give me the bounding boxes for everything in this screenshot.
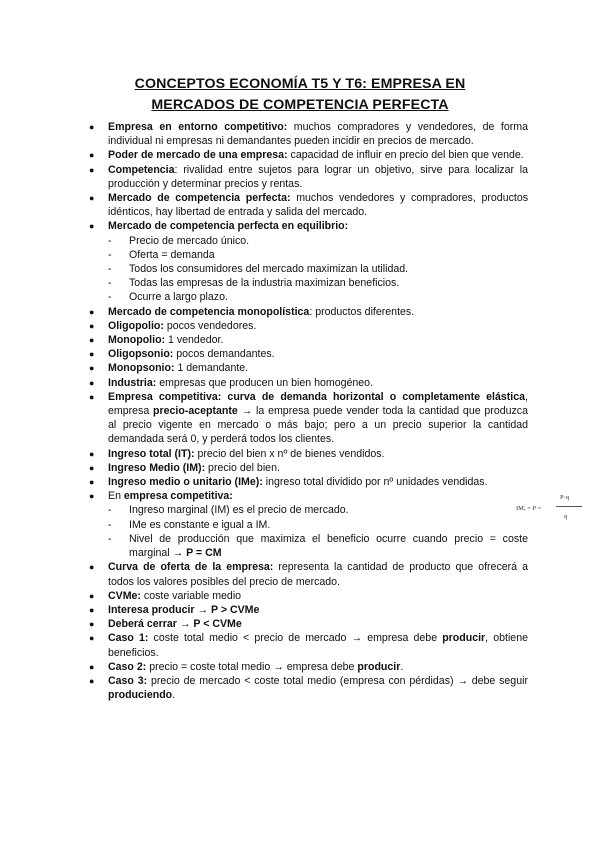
bullet-icon: ● xyxy=(89,604,95,615)
sub-item-text: Precio de mercado único. xyxy=(129,234,250,247)
bullet-icon: ● xyxy=(89,349,95,360)
sub-item-text: Oferta = demanda xyxy=(129,248,215,261)
term: Poder de mercado de una empresa: xyxy=(108,149,288,162)
term: Empresa competitiva: curva de demanda horizontal o completamente elástica xyxy=(108,390,526,403)
definition: pocos vendedores. xyxy=(163,319,257,332)
term: CVMe: xyxy=(108,589,141,602)
definition: representa la cantidad de producto que ofrecerá a todos los valores posibles del precio de mercado. xyxy=(108,561,528,588)
bullet-icon: ● xyxy=(89,363,95,374)
dash-icon: - xyxy=(108,234,112,247)
term: Mercado de competencia perfecta: xyxy=(108,192,291,205)
bullet-icon: ● xyxy=(89,477,95,488)
definition: precio = coste total medio → empresa debe xyxy=(146,660,358,673)
bullet-icon: ● xyxy=(89,562,95,573)
sub-item-text: Nivel de producción que maximiza el beneficio ocurre cuando precio = coste marginal xyxy=(129,532,528,560)
term-produciendo: produciendo xyxy=(108,689,173,702)
list-item-ingreso-medio xyxy=(89,461,528,475)
list-item-caso-2 xyxy=(89,660,528,674)
term-precio-aceptante: precio-aceptante xyxy=(153,405,238,418)
term: Curva de oferta de la empresa: xyxy=(108,561,274,574)
term: Caso 3: xyxy=(108,674,148,687)
list-item-empresa-competitiva-demanda xyxy=(89,390,528,447)
list-item-interesa-producir xyxy=(89,603,528,617)
term: Monopolio: xyxy=(108,334,166,347)
list-item-mercado-competencia-perfecta xyxy=(89,191,529,219)
bullet-icon: ● xyxy=(89,462,95,473)
bullet-icon: ● xyxy=(89,491,95,502)
dash-icon: - xyxy=(108,248,112,261)
dash-icon: - xyxy=(108,263,112,276)
list-item-cvme xyxy=(89,589,528,603)
list-item-ingreso-total xyxy=(89,447,528,461)
dash-icon: - xyxy=(108,291,112,304)
definition: precio del bien x nº de bienes vendidos. xyxy=(194,447,385,460)
term-producir: producir xyxy=(442,632,486,645)
bullet-icon: ● xyxy=(89,633,95,644)
list-item-curva-de-oferta xyxy=(89,560,528,588)
bullet-icon: ● xyxy=(89,590,95,601)
sub-item-bold: → P = CM xyxy=(172,547,222,560)
bullet-icon: ● xyxy=(89,221,95,232)
term: Industria: xyxy=(108,376,157,389)
term-producir: producir xyxy=(357,660,401,673)
definition-continued: . xyxy=(172,689,176,702)
term: Ingreso Medio (IM): xyxy=(108,461,206,474)
definition: muchos compradores y vendedores, de forma individual ni empresas ni demandantes pueden incidir en precios de mercado. xyxy=(108,121,528,148)
term: Ingreso total (IT): xyxy=(108,447,195,460)
list-item-industria xyxy=(89,376,528,390)
sub-item-text: Ingreso marginal (IM) es el precio de mercado. xyxy=(129,504,349,517)
bullet-icon: ● xyxy=(89,320,95,331)
sub-item xyxy=(108,248,528,262)
dash-icon: - xyxy=(108,532,112,545)
list-item-oligopolio xyxy=(89,319,528,333)
bullet-icon: ● xyxy=(89,193,95,204)
list-item-monopolio xyxy=(89,333,528,347)
list-item-competencia xyxy=(89,163,528,191)
sub-item-text: IMe es constante e igual a IM. xyxy=(129,518,271,531)
bullet-icon: ● xyxy=(89,122,95,132)
list-item-debera-cerrar xyxy=(89,617,528,631)
sub-item-text: Ocurre a largo plazo. xyxy=(129,291,228,304)
bullet-icon: ● xyxy=(89,391,95,402)
term: Monopsonio: xyxy=(108,362,175,375)
title-line-2: MERCADOS DE COMPETENCIA PERFECTA xyxy=(151,97,449,113)
sub-item-text: Todos los consumidores del mercado maximizan la utilidad. xyxy=(129,263,409,276)
definition: coste variable medio xyxy=(140,589,242,602)
bullet-icon: ● xyxy=(89,675,95,686)
bullet-icon: ● xyxy=(89,306,95,317)
list-item-en-empresa-competitiva xyxy=(89,489,528,503)
bullet-icon: ● xyxy=(89,164,95,175)
list-item-poder-de-mercado xyxy=(89,148,528,162)
formula-lhs: IMₑ = P = xyxy=(516,505,542,512)
list-item-competencia-monopolistica xyxy=(89,305,528,319)
bullet-icon: ● xyxy=(89,448,95,459)
title-line-1: CONCEPTOS ECONOMÍA T5 Y T6: EMPRESA EN xyxy=(134,76,466,92)
sub-item xyxy=(108,503,528,517)
list-item-empresa-entorno-competitivo xyxy=(89,120,528,148)
definition: En xyxy=(108,490,124,503)
bullet-icon: ● xyxy=(89,619,95,630)
term: Oligopsonio: xyxy=(108,348,174,361)
list-item-oligopsonio xyxy=(89,347,528,361)
bullet-icon: ● xyxy=(89,377,95,388)
bullet-icon: ● xyxy=(89,335,95,346)
sub-item xyxy=(108,234,528,248)
term: Oligopolio: xyxy=(108,319,164,332)
definition: coste total medio < precio de mercado → empresa debe xyxy=(148,632,443,645)
bullet-icon: ● xyxy=(89,150,95,161)
definition: : rivalidad entre sujetos para lograr un objetivo, sirve para localizar la producción y determinar precios y rentas. xyxy=(108,163,528,190)
ime-formula xyxy=(516,490,586,526)
sub-item xyxy=(108,518,528,532)
definition: capacidad de influir en precio del bien que vende. xyxy=(287,149,524,162)
formula-numerator: P·q xyxy=(560,494,570,501)
definition: pocos demandantes. xyxy=(173,348,275,361)
term: Competencia xyxy=(108,163,175,176)
list-item-ingreso-medio-unitario xyxy=(89,475,528,489)
term: Mercado de competencia monopolística xyxy=(108,305,310,318)
term: Ingreso medio o unitario (IMe): xyxy=(108,476,263,489)
sub-item-text: Todas las empresas de la industria maximizan beneficios. xyxy=(129,277,400,290)
term: Caso 1: xyxy=(108,632,149,645)
definition-continued: → la empresa puede vender toda la cantidad que produzca al precio vigente en mercado o más bajo; pero a un precio superior la cantidad demandada será 0, y perderá todos los clientes. xyxy=(108,405,528,446)
definition: 1 vendedor. xyxy=(165,334,224,347)
list-item-mercado-equilibrio xyxy=(89,219,528,233)
sub-item xyxy=(108,262,528,276)
sub-item xyxy=(108,532,528,560)
list-item-caso-1 xyxy=(89,631,528,659)
definition: precio de mercado < coste total medio (empresa con pérdidas) → debe seguir xyxy=(147,674,528,687)
page-title xyxy=(0,74,600,116)
definition: ingreso total dividido por nº unidades vendidas. xyxy=(262,476,488,489)
definition: empresas que producen un bien homogéneo. xyxy=(156,376,374,389)
dash-icon: - xyxy=(108,277,112,290)
sub-item xyxy=(108,290,528,304)
fraction-line xyxy=(556,506,582,507)
list-item-monopsonio xyxy=(89,361,528,375)
dash-icon: - xyxy=(108,518,112,531)
term: empresa competitiva: xyxy=(123,490,233,503)
definition-continued: , obtiene beneficios. xyxy=(108,632,528,659)
definition: precio del bien. xyxy=(205,461,280,474)
term: Interesa producir → P > CVMe xyxy=(108,603,260,616)
bullet-icon: ● xyxy=(89,661,95,672)
dash-icon: - xyxy=(108,504,112,517)
definition: : productos diferentes. xyxy=(309,305,415,318)
term: Empresa en entorno competitivo: xyxy=(108,121,288,133)
sub-item xyxy=(108,276,528,290)
formula-denominator: q xyxy=(564,513,568,520)
term: Mercado de competencia perfecta en equilibrio: xyxy=(108,220,349,233)
definition: 1 demandante. xyxy=(174,362,249,375)
definition: muchos vendedores y compradores, productos idénticos, hay libertad de entrada y salida del mercado. xyxy=(108,192,529,219)
list-item-caso-3 xyxy=(89,674,528,702)
term: Caso 2: xyxy=(108,660,147,673)
definition: , empresa xyxy=(108,390,528,418)
definition-continued: . xyxy=(400,660,404,673)
term: Deberá cerrar → P < CVMe xyxy=(108,618,242,631)
